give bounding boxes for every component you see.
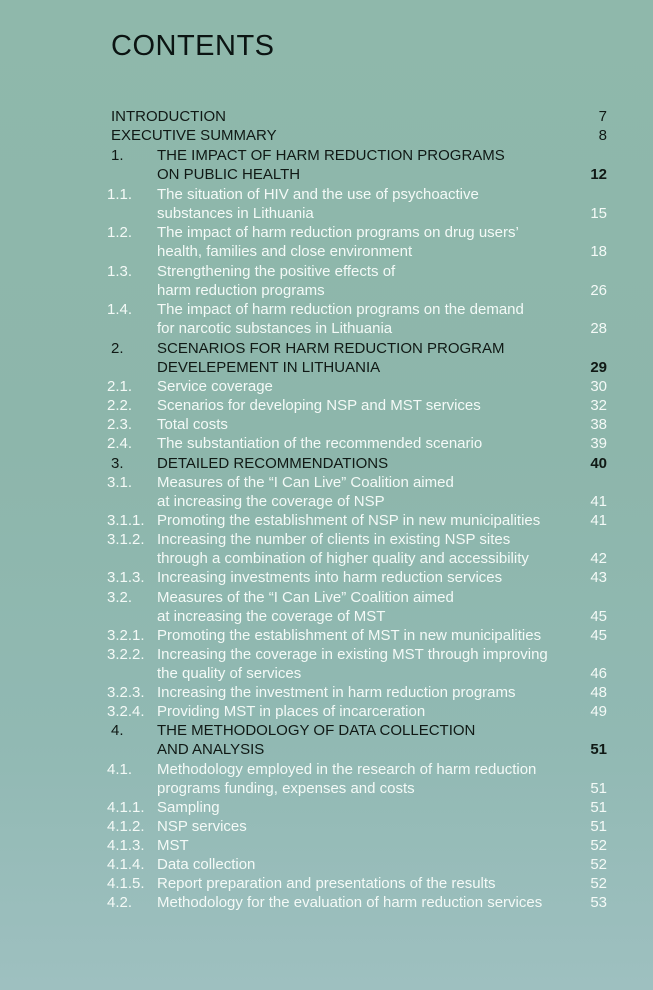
toc-entry-text: The impact of harm reduction programs on drug users’ bbox=[157, 224, 519, 241]
toc-entry-text: Scenarios for developing NSP and MST services bbox=[157, 397, 481, 414]
toc-entry-continued[interactable] bbox=[0, 607, 653, 626]
toc-entry[interactable] bbox=[0, 473, 653, 492]
toc-entry-continued[interactable] bbox=[0, 204, 653, 223]
toc-entry-page: 29 bbox=[590, 359, 607, 376]
toc-entry-text: THE IMPACT OF HARM REDUCTION PROGRAMS bbox=[157, 147, 505, 164]
toc-entry-continued[interactable] bbox=[0, 549, 653, 568]
toc-entry-number: 4.1.1. bbox=[107, 799, 145, 816]
toc-entry-text: EXECUTIVE SUMMARY bbox=[111, 127, 277, 144]
toc-entry[interactable] bbox=[0, 185, 653, 204]
toc-entry[interactable] bbox=[0, 454, 653, 473]
toc-entry-number: 4.2. bbox=[107, 894, 133, 911]
toc-entry-continued[interactable] bbox=[0, 165, 653, 184]
toc-entry-text: DETAILED RECOMMENDATIONS bbox=[157, 455, 389, 472]
toc-entry-continued[interactable] bbox=[0, 358, 653, 377]
toc-entry-number: 4.1.5. bbox=[107, 875, 145, 892]
toc-entry-text: Measures of the “I Can Live” Coalition aimed bbox=[157, 474, 454, 491]
toc-entry-number: 3.1.3. bbox=[107, 569, 145, 586]
toc-entry-text: MST bbox=[157, 837, 189, 854]
toc-entry-text: at increasing the coverage of NSP bbox=[157, 493, 385, 510]
toc-entry[interactable] bbox=[0, 223, 653, 242]
toc-entry-number: 2. bbox=[111, 340, 124, 357]
toc-entry-text: through a combination of higher quality and accessibility bbox=[157, 550, 529, 567]
toc-entry-number: 2.2. bbox=[107, 397, 133, 414]
toc-entry-text: NSP services bbox=[157, 818, 247, 835]
toc-entry-number: 3.2.3. bbox=[107, 684, 145, 701]
toc-entry-page: 52 bbox=[590, 875, 607, 892]
toc-entry-text: Strengthening the positive effects of bbox=[157, 263, 396, 280]
toc-entry[interactable] bbox=[0, 760, 653, 779]
toc-entry-text: INTRODUCTION bbox=[111, 108, 226, 125]
toc-entry[interactable] bbox=[0, 434, 653, 453]
toc-entry-number: 3.1.1. bbox=[107, 512, 145, 529]
toc-entry-number: 1.1. bbox=[107, 186, 133, 203]
toc-entry-number: 1.2. bbox=[107, 224, 133, 241]
toc-entry-text: Report preparation and presentations of the results bbox=[157, 875, 496, 892]
toc-entry-page: 51 bbox=[590, 780, 607, 797]
toc-entry-text: substances in Lithuania bbox=[157, 205, 314, 222]
toc-entry-text: programs funding, expenses and costs bbox=[157, 780, 415, 797]
toc-entry-number: 1.3. bbox=[107, 263, 133, 280]
toc-entry-page: 40 bbox=[590, 455, 607, 472]
toc-entry-text: The substantiation of the recommended scenario bbox=[157, 435, 483, 452]
toc-entry-page: 51 bbox=[590, 799, 607, 816]
toc-entry-page: 43 bbox=[590, 569, 607, 586]
toc-entry-page: 48 bbox=[590, 684, 607, 701]
toc-entry-number: 3.2.4. bbox=[107, 703, 145, 720]
toc-entry-text: ON PUBLIC HEALTH bbox=[157, 166, 301, 183]
toc-entry-continued[interactable] bbox=[0, 492, 653, 511]
toc-entry-page: 38 bbox=[590, 416, 607, 433]
toc-entry-page: 45 bbox=[590, 627, 607, 644]
toc-entry-page: 46 bbox=[590, 665, 607, 682]
toc-entry-number: 3. bbox=[111, 455, 124, 472]
toc-entry-number: 4.1.4. bbox=[107, 856, 145, 873]
toc-entry-text: Promoting the establishment of NSP in new municipalities bbox=[157, 512, 541, 529]
toc-entry-number: 2.1. bbox=[107, 378, 133, 395]
toc-entry[interactable] bbox=[0, 798, 653, 817]
toc-entry-text: Methodology for the evaluation of harm reduction services bbox=[157, 894, 543, 911]
toc-entry-page: 41 bbox=[590, 493, 607, 510]
toc-entry-text: Increasing the coverage in existing MST through improving bbox=[157, 646, 548, 663]
toc-entry-continued[interactable] bbox=[0, 242, 653, 261]
toc-entry[interactable] bbox=[0, 893, 653, 912]
toc-entry[interactable] bbox=[0, 126, 653, 145]
toc-entry[interactable] bbox=[0, 530, 653, 549]
toc-entry[interactable] bbox=[0, 855, 653, 874]
toc-entry[interactable] bbox=[0, 702, 653, 721]
toc-entry-text: Increasing investments into harm reduction services bbox=[157, 569, 503, 586]
toc-entry[interactable] bbox=[0, 396, 653, 415]
toc-entry-page: 51 bbox=[590, 741, 607, 758]
toc-entry-text: SCENARIOS FOR HARM REDUCTION PROGRAM bbox=[157, 340, 505, 357]
toc-entry-page: 53 bbox=[590, 894, 607, 911]
toc-entry-text: Increasing the investment in harm reduction programs bbox=[157, 684, 516, 701]
toc-entry-text: Sampling bbox=[157, 799, 220, 816]
toc-entry[interactable] bbox=[0, 836, 653, 855]
toc-entry-number: 3.2.1. bbox=[107, 627, 145, 644]
toc-entry-page: 7 bbox=[598, 108, 607, 125]
page-title: CONTENTS bbox=[111, 30, 275, 62]
toc-entry-number: 2.3. bbox=[107, 416, 133, 433]
toc-entry-text: The situation of HIV and the use of psychoactive bbox=[157, 186, 479, 203]
toc-entry-text: at increasing the coverage of MST bbox=[157, 608, 386, 625]
toc-entry-page: 49 bbox=[590, 703, 607, 720]
toc-entry-text: Data collection bbox=[157, 856, 256, 873]
toc-entry[interactable] bbox=[0, 626, 653, 645]
toc-entry-number: 4.1.3. bbox=[107, 837, 145, 854]
toc-entry-continued[interactable] bbox=[0, 740, 653, 759]
toc-entry-text: Total costs bbox=[157, 416, 228, 433]
toc-entry[interactable] bbox=[0, 339, 653, 358]
toc-entry-number: 2.4. bbox=[107, 435, 133, 452]
toc-entry-continued[interactable] bbox=[0, 779, 653, 798]
toc-entry-page: 51 bbox=[590, 818, 607, 835]
toc-entry-page: 45 bbox=[590, 608, 607, 625]
toc-entry-text: Methodology employed in the research of harm reduction bbox=[157, 761, 537, 778]
toc-entry-page: 12 bbox=[590, 166, 607, 183]
toc-entry-page: 52 bbox=[590, 856, 607, 873]
toc-entry[interactable] bbox=[0, 262, 653, 281]
toc-entry-page: 8 bbox=[598, 127, 607, 144]
toc-entry-text: health, families and close environment bbox=[157, 243, 413, 260]
toc-entry-text: the quality of services bbox=[157, 665, 302, 682]
toc-entry-text: Increasing the number of clients in existing NSP sites bbox=[157, 531, 511, 548]
toc-entry-number: 1. bbox=[111, 147, 124, 164]
toc-entry-page: 15 bbox=[590, 205, 607, 222]
toc-entry[interactable] bbox=[0, 874, 653, 893]
toc-entry[interactable] bbox=[0, 415, 653, 434]
toc-entry-number: 4.1.2. bbox=[107, 818, 145, 835]
toc-entry[interactable] bbox=[0, 588, 653, 607]
toc-entry[interactable] bbox=[0, 511, 653, 530]
toc-entry-text: harm reduction programs bbox=[157, 282, 325, 299]
toc-entry-page: 26 bbox=[590, 282, 607, 299]
toc-entry-number: 3.1.2. bbox=[107, 531, 145, 548]
toc-entry[interactable] bbox=[0, 817, 653, 836]
toc-entry[interactable] bbox=[0, 568, 653, 587]
toc-entry-page: 42 bbox=[590, 550, 607, 567]
toc-entry-page: 41 bbox=[590, 512, 607, 529]
toc-entry-page: 52 bbox=[590, 837, 607, 854]
toc-entry[interactable] bbox=[0, 300, 653, 319]
toc-entry-text: Promoting the establishment of MST in new municipalities bbox=[157, 627, 542, 644]
toc-entry-page: 32 bbox=[590, 397, 607, 414]
toc-entry-number: 3.2.2. bbox=[107, 646, 145, 663]
toc-entry-text: Providing MST in places of incarceration bbox=[157, 703, 426, 720]
toc-entry[interactable] bbox=[0, 377, 653, 396]
toc-entry-text: for narcotic substances in Lithuania bbox=[157, 320, 393, 337]
toc-entry-continued[interactable] bbox=[0, 319, 653, 338]
toc-entry[interactable] bbox=[0, 721, 653, 740]
toc-entry-number: 3.2. bbox=[107, 589, 133, 606]
toc-entry[interactable] bbox=[0, 146, 653, 165]
toc-entry-number: 4. bbox=[111, 722, 124, 739]
toc-entry-text: THE METHODOLOGY OF DATA COLLECTION bbox=[157, 722, 476, 739]
toc-entry-page: 39 bbox=[590, 435, 607, 452]
toc-entry-page: 30 bbox=[590, 378, 607, 395]
toc-entry-number: 4.1. bbox=[107, 761, 133, 778]
toc-entry-page: 28 bbox=[590, 320, 607, 337]
toc-entry-text: Service coverage bbox=[157, 378, 273, 395]
toc-entry[interactable] bbox=[0, 107, 653, 126]
toc-entry-number: 3.1. bbox=[107, 474, 133, 491]
toc-entry-continued[interactable] bbox=[0, 664, 653, 683]
toc-entry-page: 18 bbox=[590, 243, 607, 260]
toc-entry-text: Measures of the “I Can Live” Coalition aimed bbox=[157, 589, 454, 606]
toc-entry-text: The impact of harm reduction programs on the demand bbox=[157, 301, 524, 318]
toc-entry[interactable] bbox=[0, 645, 653, 664]
toc-entry-number: 1.4. bbox=[107, 301, 133, 318]
toc-entry[interactable] bbox=[0, 683, 653, 702]
toc-entry-continued[interactable] bbox=[0, 281, 653, 300]
toc-entry-text: DEVELEPEMENT IN LITHUANIA bbox=[157, 359, 381, 376]
toc-entry-text: AND ANALYSIS bbox=[157, 741, 265, 758]
